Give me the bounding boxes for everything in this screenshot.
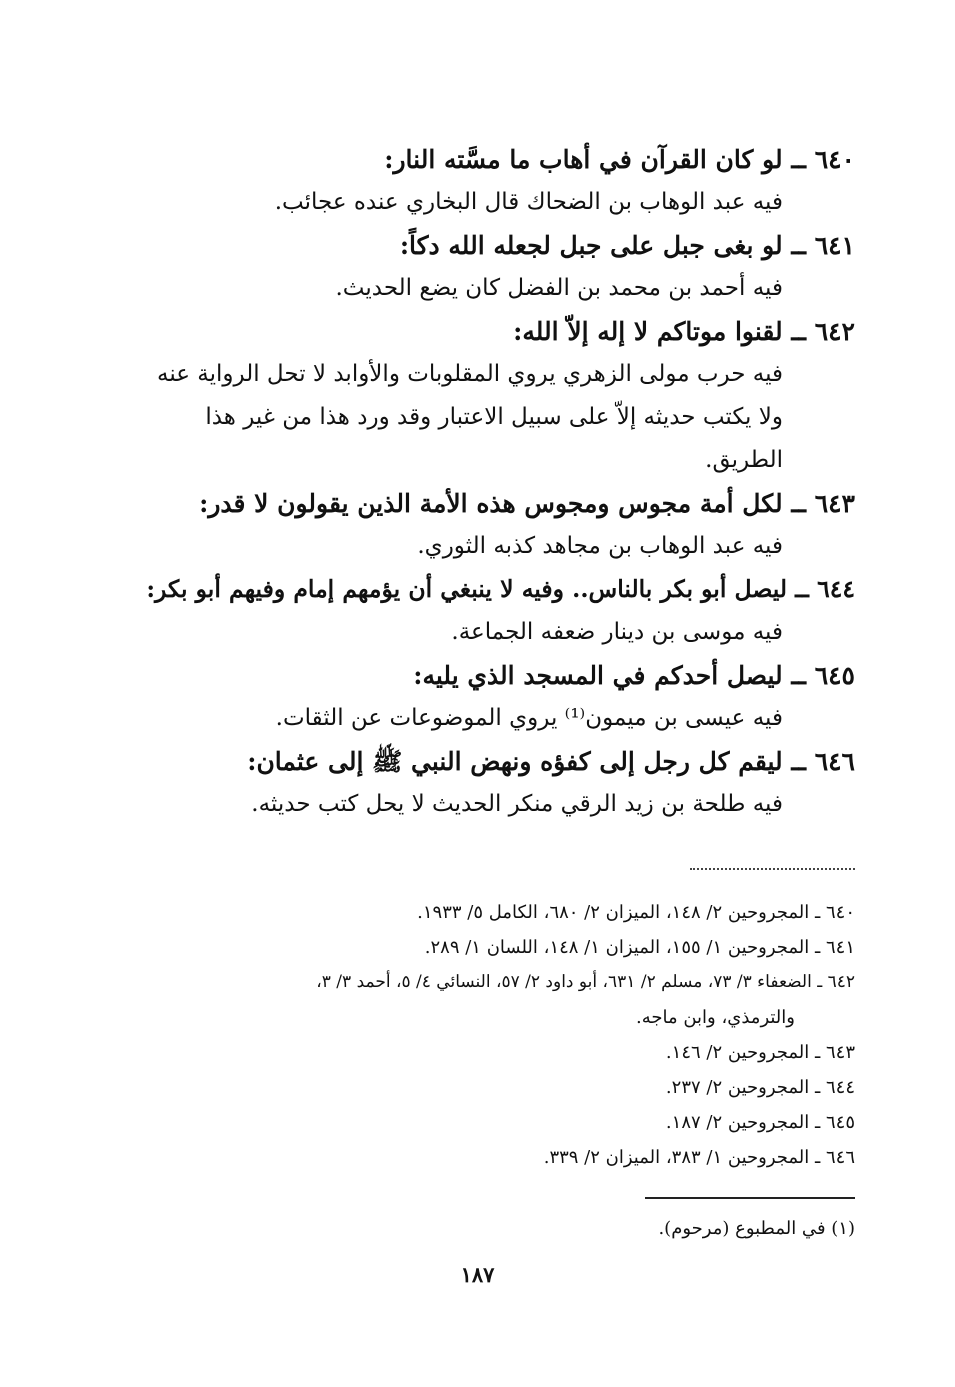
- entry-heading: ٦٤٦ ــ ليقم كل رجل إلى كفؤه ونهض النبي ﷺ إلى عثمان:: [247, 747, 855, 776]
- entry-text: فيه طلحة بن زيد الرقي منكر الحديث لا يحل كتب حديثه.: [251, 791, 783, 817]
- reference-646: ٦٤٦ ـ المجروحين ١/ ٣٨٣، الميزان ٢/ ٣٣٩.: [543, 1147, 855, 1168]
- entry-641: [165, 224, 855, 310]
- entry-heading: ٦٤٢ ــ لقنوا موتاكم لا إله إلاّ الله:: [513, 317, 855, 346]
- entry-644: [146, 568, 855, 654]
- reference-642: ٦٤٢ ـ الضعفاء ٣/ ٧٣، مسلم ٢/ ٦٣١، أبو داود ٢/ ٥٧، النسائي ٤/ ٥، أحمد ٣/ ٣،: [316, 972, 855, 992]
- entry-643: [165, 482, 855, 568]
- entry-text: فيه عبد الوهاب بن الضحاك قال البخاري عنده عجائب.: [274, 189, 783, 215]
- reference-645: ٦٤٥ ـ المجروحين ٢/ ١٨٧.: [665, 1112, 855, 1133]
- entry-646: [165, 740, 855, 826]
- reference-643: ٦٤٣ ـ المجروحين ٢/ ١٤٦.: [665, 1042, 855, 1063]
- reference-641: ٦٤١ ـ المجروحين ١/ ١٥٥، الميزان ١/ ١٤٨، اللسان ١/ ٢٨٩.: [424, 937, 855, 958]
- entry-text: فيه موسى بن دينار ضعفه الجماعة.: [451, 619, 783, 645]
- entry-text: فيه عبد الوهاب بن مجاهد كذبه الثوري.: [417, 533, 783, 559]
- entry-640: [165, 138, 855, 224]
- entry-heading: ٦٤١ ــ لو بغى جبل على جبل لجعله الله دكاً:: [399, 231, 855, 260]
- reference-644: ٦٤٤ ـ المجروحين ٢/ ٢٣٧.: [665, 1077, 855, 1098]
- dotted-separator: [690, 868, 855, 870]
- entry-text-line: ولا يكتب حديثه إلاّ على سبيل الاعتبار وقد ورد هذا من غير هذا: [205, 404, 783, 430]
- source-references: [160, 895, 855, 1175]
- footnote: (١) في المطبوع (مرحوم).: [658, 1218, 855, 1239]
- hadith-entries: [146, 138, 855, 826]
- reference-640: ٦٤٠ ـ المجروحين ٢/ ١٤٨، الميزان ٢/ ٦٨٠، الكامل ٥/ ١٩٣٣.: [417, 902, 855, 923]
- entry-text-line: فيه حرب مولى الزهري يروي المقلوبات والأوابد لا تحل الرواية عنه: [157, 361, 783, 387]
- entry-heading: ٦٤٣ ــ لكل أمة مجوس ومجوس هذه الأمة الذين يقولون لا قدر:: [199, 489, 855, 518]
- entry-text-line: الطريق.: [705, 447, 783, 473]
- page-number: ١٨٧: [460, 1262, 495, 1287]
- entry-heading: ٦٤٠ ــ لو كان القرآن في أهاب ما مسَّته النار:: [384, 145, 855, 174]
- footnote-separator: [645, 1197, 855, 1199]
- entry-heading: ٦٤٤ ــ ليصل أبو بكر بالناس.. وفيه لا ينبغي أن يؤمهم إمام وفيهم أبو بكر:: [146, 575, 855, 603]
- entry-text: فيه عيسى بن ميمون⁽¹⁾ يروي الموضوعات عن الثقات.: [275, 705, 783, 731]
- entry-645: [165, 654, 855, 740]
- entry-642: [157, 310, 855, 482]
- reference-642-continued: والترمذي، وابن ماجه.: [635, 1007, 795, 1028]
- entry-text: فيه أحمد بن محمد بن الفضل كان يضع الحديث.: [335, 275, 783, 301]
- entry-heading: ٦٤٥ ــ ليصل أحدكم في المسجد الذي يليه:: [413, 661, 855, 690]
